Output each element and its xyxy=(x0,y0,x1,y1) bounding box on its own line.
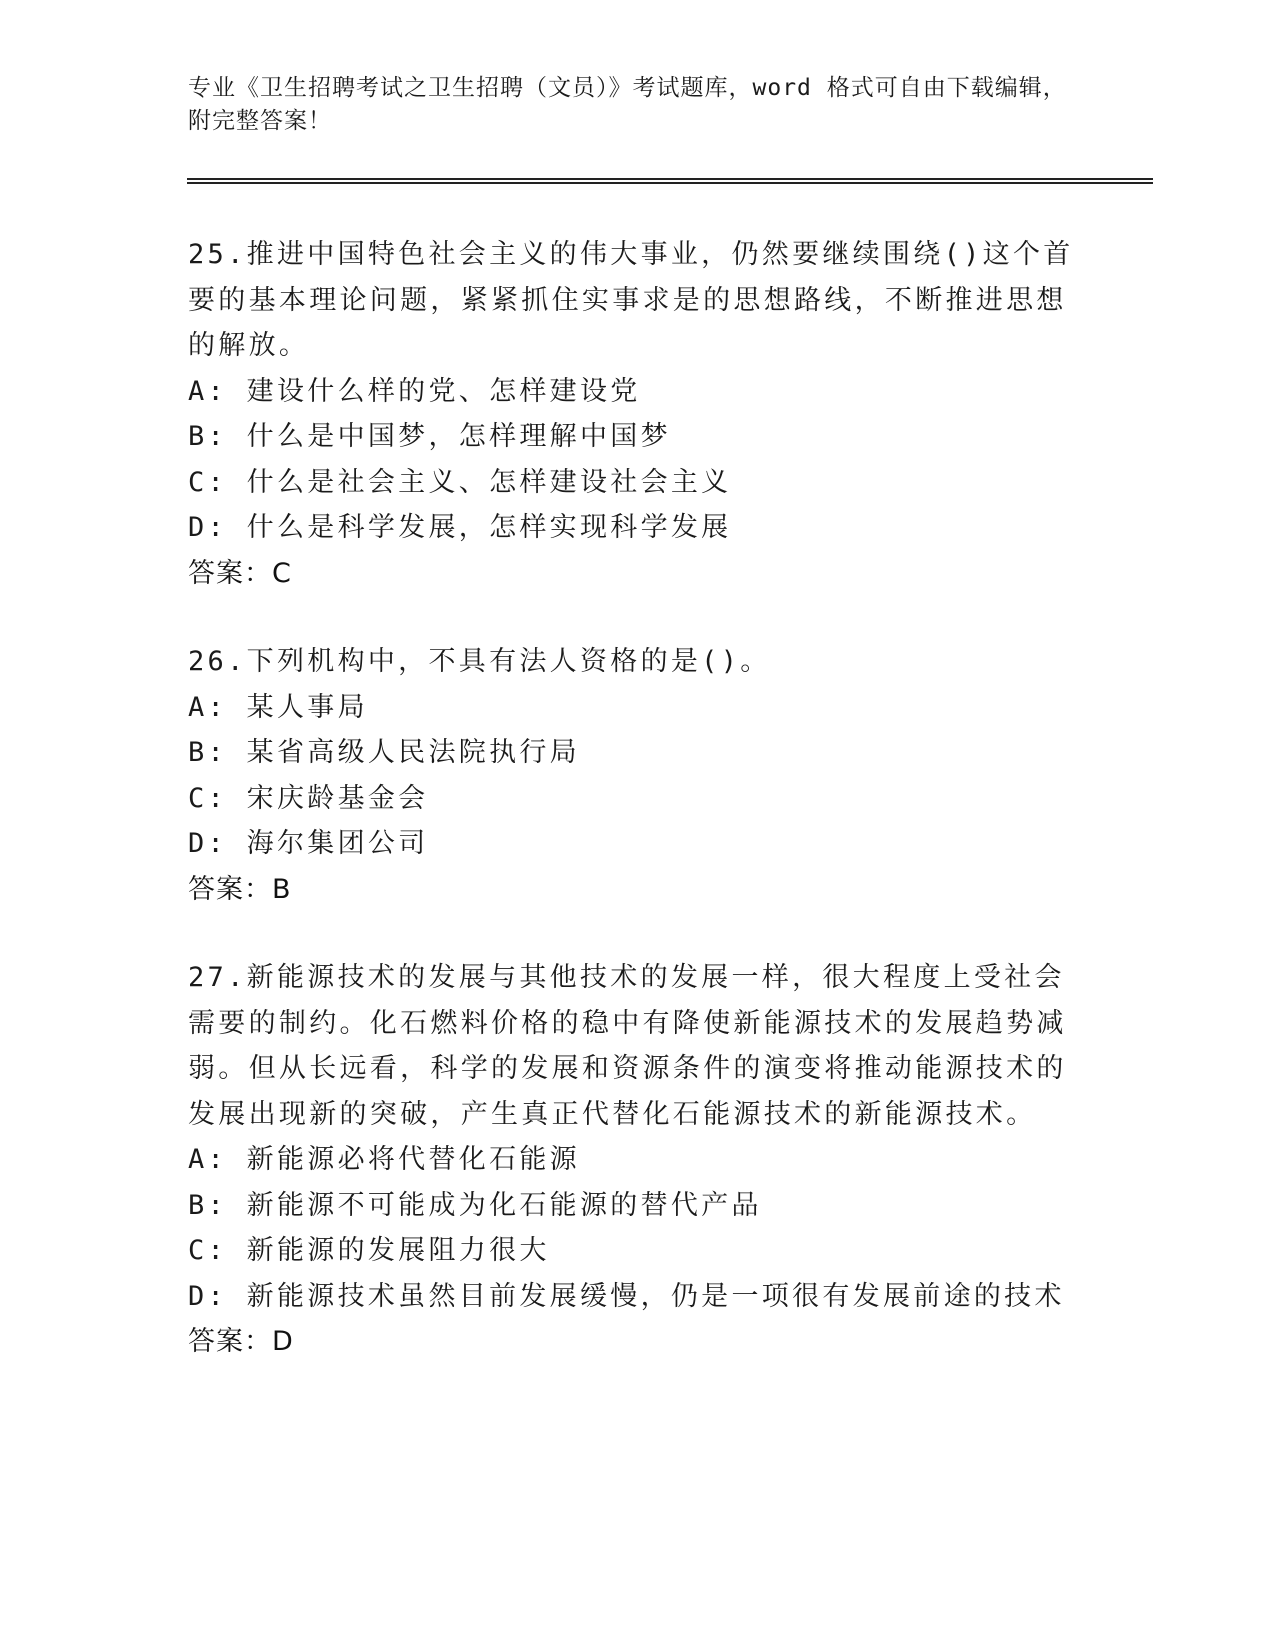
question-stem: 26.下列机构中，不具有法人资格的是()。 xyxy=(188,646,771,677)
question-stem: 25.推进中国特色社会主义的伟大事业，仍然要继续围绕()这个首要的基本理论问题，紧紧抓住实事求是的思想路线，不断推进思想的解放。 xyxy=(188,239,1074,361)
option-c: C: 宋庆龄基金会 xyxy=(188,782,429,814)
page-header: 专业《卫生招聘考试之卫生招聘（文员）》考试题库，word 格式可自由下载编辑，附完整答案！ xyxy=(188,75,1067,134)
option-a: A: 新能源必将代替化石能源 xyxy=(188,1144,580,1175)
question-26 xyxy=(188,639,1088,912)
answer: 答案：C xyxy=(188,557,292,589)
option-a: A: 建设什么样的党、怎样建设党 xyxy=(188,375,641,407)
question-27 xyxy=(188,955,1088,1365)
option-c: C: 什么是社会主义、怎样建设社会主义 xyxy=(188,466,732,498)
option-b: B: 某省高级人民法院执行局 xyxy=(188,737,580,768)
question-stem: 27.新能源技术的发展与其他技术的发展一样，很大程度上受社会需要的制约。化石燃料价格的稳中有降使新能源技术的发展趋势减弱。但从长远看，科学的发展和资源条件的演变将推动能源技术的发展出现新的突破，产生真正代替化石能源技术的新能源技术。 xyxy=(188,962,1067,1130)
option-d: D: 新能源技术虽然目前发展缓慢，仍是一项很有发展前途的技术 xyxy=(188,1280,1065,1312)
answer: 答案：B xyxy=(188,873,292,905)
option-a: A: 某人事局 xyxy=(188,691,368,723)
option-b: B: 什么是中国梦，怎样理解中国梦 xyxy=(188,421,671,452)
header-divider xyxy=(187,178,1153,184)
option-b: B: 新能源不可能成为化石能源的替代产品 xyxy=(188,1189,762,1221)
option-d: D: 什么是科学发展，怎样实现科学发展 xyxy=(188,512,732,543)
question-list xyxy=(188,232,1088,1408)
question-25 xyxy=(188,232,1088,596)
answer: 答案：D xyxy=(188,1326,294,1357)
option-c: C: 新能源的发展阻力很大 xyxy=(188,1235,550,1266)
option-d: D: 海尔集团公司 xyxy=(188,828,429,859)
